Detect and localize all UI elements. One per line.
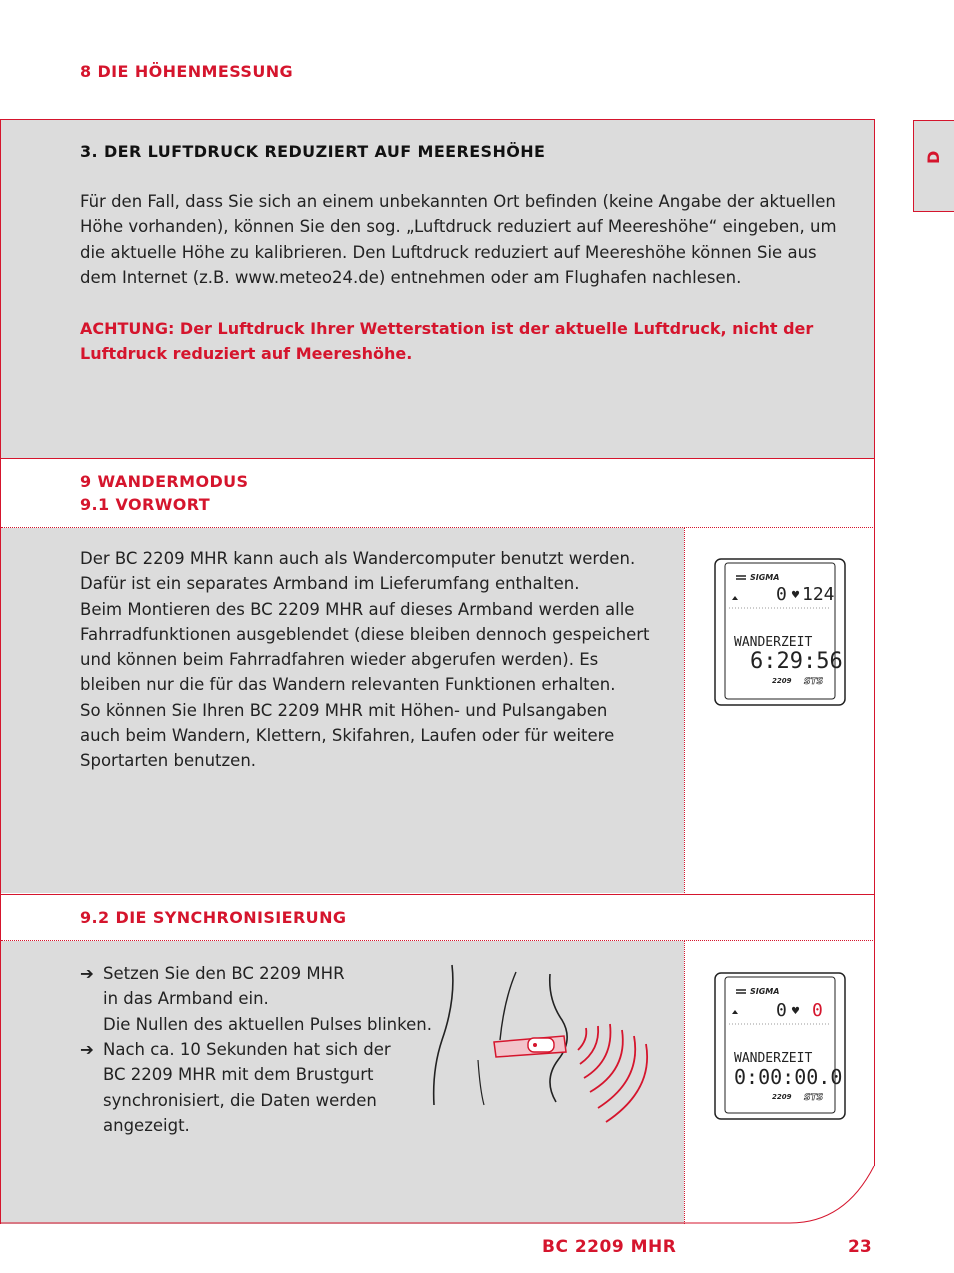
section-9-1-text (80, 546, 649, 774)
footer-title: BC 2209 MHR (542, 1237, 677, 1257)
heart-icon: ♥ (791, 590, 800, 601)
svg-text:STS: STS (804, 677, 824, 687)
bullet-2-text (103, 1037, 391, 1138)
text-line: BC 2209 MHR mit dem Brustgurt (103, 1065, 374, 1085)
warning-text (80, 316, 813, 367)
warning-line: Luftdruck reduziert auf Meereshöhe. (80, 344, 413, 364)
page-number: 23 (848, 1237, 872, 1257)
text-line: Dafür ist ein separates Armband im Lieferumfang enthalten. (80, 574, 580, 594)
language-tab (913, 120, 954, 212)
text-line: Höhe vorhanden), können Sie den sog. „Luftdruck reduziert auf Meereshöhe“ eingeben, um (80, 217, 837, 237)
chest-strap-illustration (428, 960, 658, 1134)
device-model: 2209 (772, 1093, 792, 1101)
device-top-right: 0 (812, 1000, 823, 1021)
text-line: die aktuelle Höhe zu kalibrieren. Den Luftdruck reduziert auf Meereshöhe können Sie aus (80, 242, 817, 262)
device-label: WANDERZEIT (734, 635, 813, 650)
divider (874, 458, 875, 894)
text-line: Sportarten benutzen. (80, 751, 257, 771)
device-value: 0:00:00.0 (734, 1065, 843, 1089)
svg-text:STS: STS (804, 1093, 824, 1103)
text-line: auch beim Wandern, Klettern, Skifahren, Laufen oder für weitere (80, 726, 615, 746)
device-model: 2209 (772, 677, 792, 685)
divider (1, 119, 875, 120)
divider (874, 119, 875, 459)
bike-computer-device (714, 558, 846, 710)
arrow-icon: ➔ (80, 1040, 94, 1059)
device-top-left: 0 (776, 1000, 787, 1021)
bullet-1-text (103, 961, 432, 1037)
device-brand: SIGMA (750, 573, 780, 582)
text-line: bleiben nur die für das Wandern relevanten Funktionen erhalten. (80, 675, 616, 695)
divider (1, 894, 875, 895)
section-9-1-heading: 9.1 VORWORT (80, 495, 211, 514)
device-label: WANDERZEIT (734, 1051, 813, 1066)
text-line: und können beim Fahrradfahren wieder abgerufen werden). Es (80, 650, 599, 670)
text-line: in das Armband ein. (103, 989, 269, 1009)
section-header: 8 DIE HÖHENMESSUNG (80, 62, 294, 81)
text-line: angezeigt. (103, 1115, 190, 1135)
text-line: Für den Fall, dass Sie sich an einem unbekannten Ort befinden (keine Angabe der aktuellen (80, 192, 836, 211)
device-value: 6:29:56 (750, 649, 843, 674)
language-tab-label: D (924, 150, 943, 164)
device-top-left: 0 (776, 584, 787, 605)
divider (874, 894, 875, 1166)
text-line: synchronisiert, die Daten werden (103, 1090, 377, 1110)
text-line: Nach ca. 10 Sekunden hat sich der (103, 1040, 391, 1059)
arrow-icon: ➔ (80, 964, 94, 983)
page-border-curve (0, 1150, 880, 1230)
text-line: So können Sie Ihren BC 2209 MHR mit Höhen- und Pulsangaben (80, 700, 608, 720)
text-line: Setzen Sie den BC 2209 MHR (103, 964, 345, 983)
text-line: dem Internet (z.B. www.meteo24.de) entnehmen oder am Flughafen nachlesen. (80, 267, 742, 287)
section-9-2-heading: 9.2 DIE SYNCHRONISIERUNG (80, 908, 347, 927)
heart-icon: ♥ (791, 1006, 800, 1017)
section-3-heading: 3. DER LUFTDRUCK REDUZIERT AUF MEERESHÖHE (80, 142, 546, 161)
text-line: Der BC 2209 MHR kann auch als Wandercomputer benutzt werden. (80, 549, 636, 568)
text-line: Fahrradfunktionen ausgeblendet (diese bleiben dennoch gespeichert (80, 624, 650, 644)
section-9-heading: 9 WANDERMODUS (80, 472, 249, 491)
divider (1, 458, 875, 459)
bike-computer-device (714, 972, 846, 1124)
device-brand: SIGMA (750, 987, 780, 996)
warning-line: ACHTUNG: Der Luftdruck Ihrer Wetterstation ist der aktuelle Luftdruck, nicht der (80, 319, 814, 338)
text-line: Beim Montieren des BC 2209 MHR auf dieses Armband werden alle (80, 599, 635, 619)
device-top-right: 124 (802, 584, 835, 605)
section-3-text (80, 189, 837, 290)
dotted-divider (684, 528, 685, 893)
text-line: Die Nullen des aktuellen Pulses blinken. (103, 1014, 432, 1034)
